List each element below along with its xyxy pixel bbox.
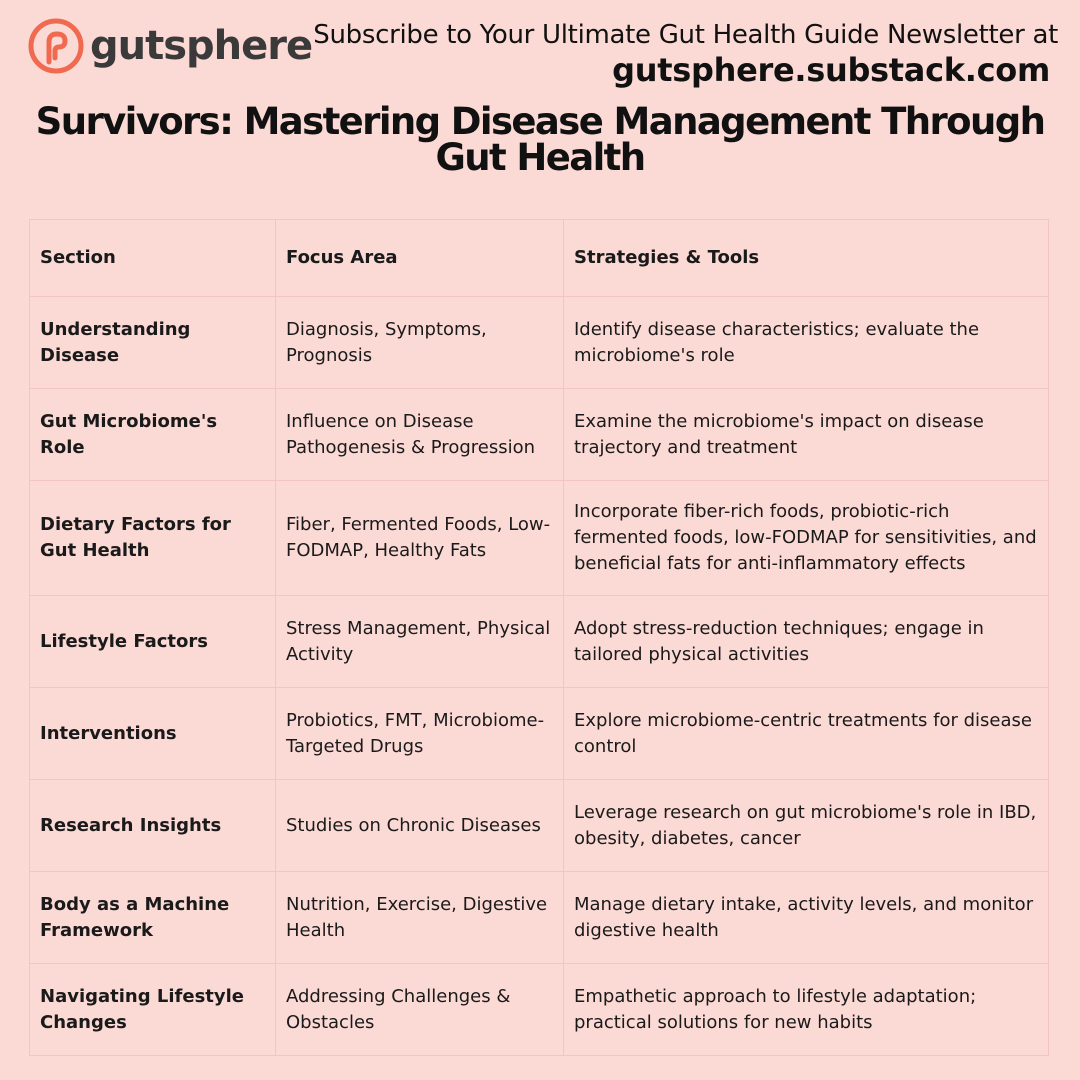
row-section: Body as a Machine Framework — [30, 872, 276, 964]
row-section: Understanding Disease — [30, 297, 276, 389]
row-focus: Addressing Challenges & Obstacles — [276, 964, 564, 1056]
table-row — [30, 596, 1049, 688]
row-focus: Studies on Chronic Diseases — [276, 780, 564, 872]
header-section: Section — [30, 220, 276, 297]
strategy-table — [29, 219, 1048, 1056]
row-focus: Diagnosis, Symptoms, Prognosis — [276, 297, 564, 389]
table-row — [30, 481, 1049, 596]
row-strategies: Empathetic approach to lifestyle adaptation; practical solutions for new habits — [564, 964, 1049, 1056]
row-focus: Probiotics, FMT, Microbiome-Targeted Drugs — [276, 688, 564, 780]
page-title: Survivors: Mastering Disease Management Through Gut Health — [35, 100, 1045, 179]
table-row — [30, 780, 1049, 872]
table-row — [30, 872, 1049, 964]
header-strategies-tools: Strategies & Tools — [564, 220, 1049, 297]
header-focus-area: Focus Area — [276, 220, 564, 297]
row-strategies: Leverage research on gut microbiome's role in IBD, obesity, diabetes, cancer — [564, 780, 1049, 872]
row-focus: Influence on Disease Pathogenesis & Progression — [276, 389, 564, 481]
newsletter-link[interactable]: gutsphere.substack.com — [612, 51, 1050, 90]
brand-name: gutsphere — [90, 23, 313, 69]
row-section: Gut Microbiome's Role — [30, 389, 276, 481]
row-focus: Stress Management, Physical Activity — [276, 596, 564, 688]
subscribe-text: Subscribe to Your Ultimate Gut Health Guide Newsletter at — [313, 20, 1058, 50]
table-header-row — [30, 220, 1049, 297]
brand-logo — [28, 18, 312, 74]
row-strategies: Incorporate fiber-rich foods, probiotic-rich fermented foods, low-FODMAP for sensitivities, and beneficial fats for anti-inflammatory effects — [564, 481, 1049, 596]
row-strategies: Adopt stress-reduction techniques; engage in tailored physical activities — [564, 596, 1049, 688]
row-focus: Fiber, Fermented Foods, Low-FODMAP, Healthy Fats — [276, 481, 564, 596]
table-row — [30, 964, 1049, 1056]
gutsphere-logo-icon — [28, 18, 84, 74]
row-section: Lifestyle Factors — [30, 596, 276, 688]
row-section: Navigating Lifestyle Changes — [30, 964, 276, 1056]
table-row — [30, 688, 1049, 780]
row-section: Interventions — [30, 688, 276, 780]
row-focus: Nutrition, Exercise, Digestive Health — [276, 872, 564, 964]
table-row — [30, 297, 1049, 389]
row-strategies: Explore microbiome-centric treatments for disease control — [564, 688, 1049, 780]
row-strategies: Identify disease characteristics; evaluate the microbiome's role — [564, 297, 1049, 389]
row-section: Research Insights — [30, 780, 276, 872]
row-section: Dietary Factors for Gut Health — [30, 481, 276, 596]
row-strategies: Examine the microbiome's impact on disease trajectory and treatment — [564, 389, 1049, 481]
table-row — [30, 389, 1049, 481]
subscribe-banner — [313, 20, 1058, 90]
row-strategies: Manage dietary intake, activity levels, and monitor digestive health — [564, 872, 1049, 964]
